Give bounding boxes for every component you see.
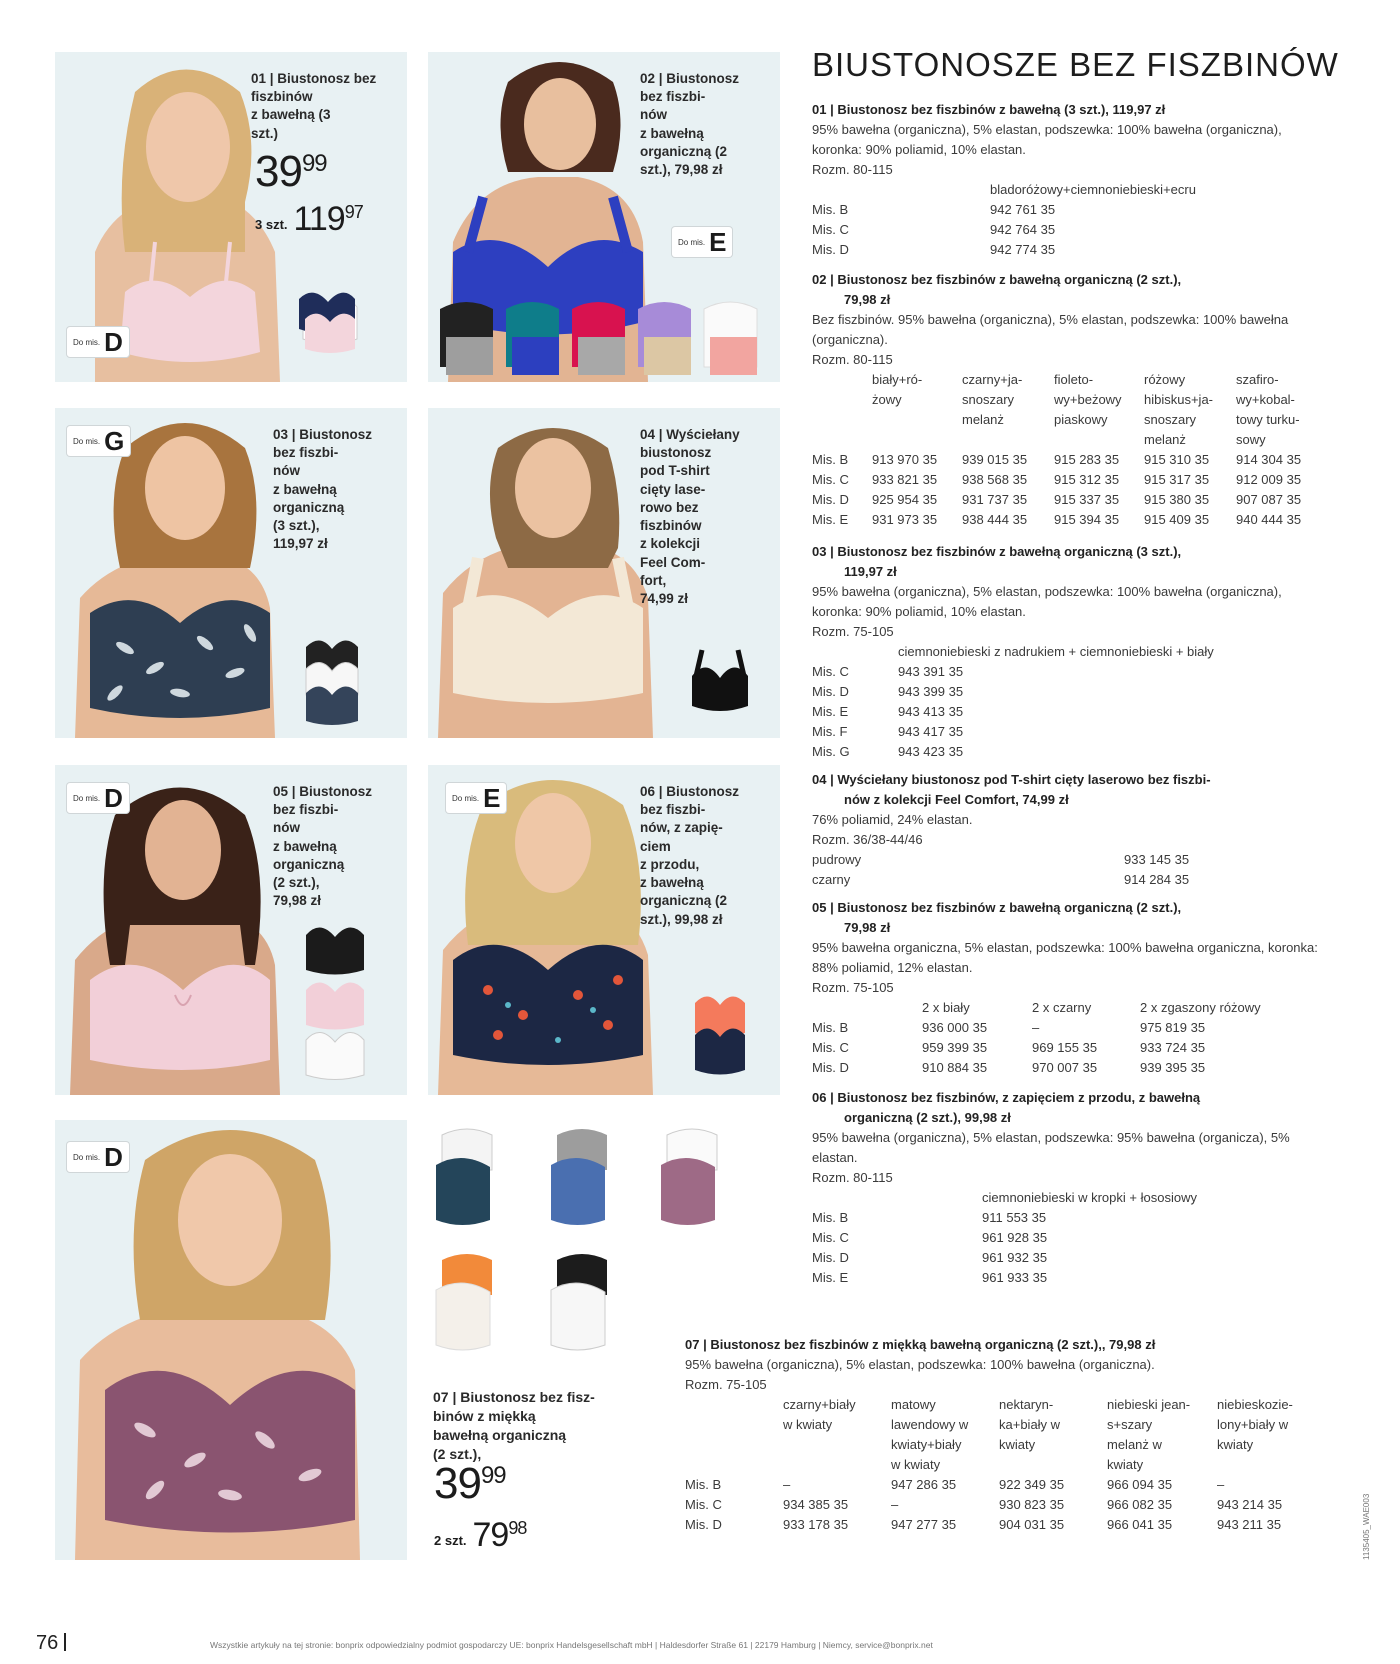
spec-section-06 — [812, 1088, 1332, 1288]
color-header: czarny+ja- snoszary melanż — [962, 372, 1023, 427]
spec-title-05b: 79,98 zł — [844, 920, 891, 935]
color-label: czarny — [812, 872, 851, 887]
product-panel-03 — [55, 408, 407, 738]
article-number: 907 087 35 — [1236, 492, 1302, 507]
spec-title-03b: 119,97 zł — [844, 564, 897, 579]
cup-label: Mis. B — [812, 452, 849, 467]
article-number: 943 214 35 — [1217, 1497, 1283, 1512]
article-number: 910 884 35 — [922, 1060, 988, 1075]
article-number: 943 391 35 — [898, 664, 964, 679]
cup-label: Mis. B — [812, 1020, 849, 1035]
spec-title-07: 07 | Biustonosz bez fiszbinów z miękką bawełną organiczną (2 szt.),, 79,98 zł — [685, 1337, 1156, 1352]
spec-size-05: Rozm. 75-105 — [812, 980, 894, 995]
article-number: 939 015 35 — [962, 452, 1028, 467]
cup-label: Mis. C — [812, 664, 849, 679]
article-number: 961 932 35 — [982, 1250, 1048, 1265]
price-dec-07: 99 — [480, 1462, 506, 1489]
cup-label: Mis. D — [812, 1250, 849, 1265]
cup-size-07: D — [104, 1142, 123, 1172]
spec-table-06 — [812, 1188, 1332, 1288]
product-caption-03: 03 | Biustonosz bez fiszbi- nów z bawełną organiczną (3 szt.), 119,97 zł — [273, 427, 373, 552]
article-number: 915 317 35 — [1144, 472, 1210, 487]
price-int-07: 39 — [434, 1459, 481, 1508]
cup-label: Mis. B — [685, 1477, 722, 1492]
color-header: fioleto- wy+beżowy piaskowy — [1054, 372, 1122, 427]
spec-title-02: 02 | Biustonosz bez fiszbinów z bawełną organiczną (2 szt.), — [812, 272, 1182, 287]
cup-label: Mis. D — [812, 1060, 849, 1075]
article-number: 939 395 35 — [1140, 1060, 1206, 1075]
article-number: 931 973 35 — [872, 512, 938, 527]
cup-label: Mis. G — [812, 744, 850, 759]
product-thumb-05 — [300, 915, 370, 1090]
article-number: 936 000 35 — [922, 1020, 988, 1035]
cup-label: Mis. E — [812, 1270, 849, 1285]
article-number: 942 761 35 — [990, 202, 1056, 217]
cup-label: Mis. B — [812, 1210, 849, 1225]
article-number: 947 277 35 — [891, 1517, 957, 1532]
article-number: 933 821 35 — [872, 472, 938, 487]
spec-table-04 — [812, 850, 1332, 890]
article-number: 933 178 35 — [783, 1517, 849, 1532]
article-number: – — [1217, 1477, 1225, 1492]
price-single-07 — [434, 1459, 506, 1508]
cup-badge-06 — [446, 783, 506, 813]
product-panel-01 — [55, 52, 407, 382]
product-thumb-03 — [300, 633, 365, 728]
article-number: 966 041 35 — [1107, 1517, 1173, 1532]
color-header: 2 x biały — [922, 1000, 970, 1015]
color-header: matowy lawendowy w kwiaty+biały w kwiaty — [891, 1397, 969, 1472]
product-caption-06: 06 | Biustonosz bez fiszbi- nów, z zapię- ciem z przodu, z bawełną organiczną (2 szt.), 99,98 zł — [640, 784, 740, 927]
article-number: 904 031 35 — [999, 1517, 1065, 1532]
cup-label: Mis. C — [812, 472, 849, 487]
spec-section-03 — [812, 542, 1332, 762]
article-number: 931 737 35 — [962, 492, 1028, 507]
spec-title-01: 01 | Biustonosz bez fiszbinów z bawełną (3 szt.), 119,97 zł — [812, 102, 1166, 117]
article-number: 961 933 35 — [982, 1270, 1048, 1285]
product-panel-05 — [55, 765, 407, 1095]
footer-legal: Wszystkie artykuły na tej stronie: bonprix odpowiedzialny podmiot gospodarczy UE: bonprix Handelsgesellschaft mbH | Haldesdorfer Straße 61 | 22179 Hamburg | Niemcy, service@bonprix.net — [210, 1640, 933, 1650]
cup-label: Mis. C — [685, 1497, 722, 1512]
article-number: 914 304 35 — [1236, 452, 1302, 467]
price-multi-label-07: 2 szt. — [434, 1533, 467, 1548]
article-number: 943 399 35 — [898, 684, 964, 699]
article-number: 913 970 35 — [872, 452, 938, 467]
cup-size-03: G — [104, 426, 125, 456]
article-number: 940 444 35 — [1236, 512, 1302, 527]
spec-desc-01: 95% bawełna (organiczna), 5% elastan, podszewka: 100% bawełna (organiczna), koronka: 90% poliamid, 10% elastan. — [812, 122, 1282, 157]
product-caption-04: 04 | Wyściełany biustonosz pod T-shirt cięty lase- rowo bez fiszbinów z kolekcji Feel Com- fort, 74,99 zł — [640, 427, 740, 606]
price-multi-int-01: 119 — [293, 200, 345, 238]
article-number: 933 724 35 — [1140, 1040, 1206, 1055]
spec-desc-02: Bez fiszbinów. 95% bawełna (organiczna), 5% elastan, podszewka: 100% bawełna (organiczna). — [812, 312, 1289, 347]
spec-title-06: 06 | Biustonosz bez fiszbinów, z zapięciem z przodu, z bawełną — [812, 1090, 1201, 1105]
cup-badge-05 — [67, 783, 129, 813]
spec-table-01 — [812, 180, 1332, 260]
article-number: 922 349 35 — [999, 1477, 1065, 1492]
cup-size-06: E — [483, 783, 501, 813]
cup-label: Mis. C — [812, 1230, 849, 1245]
spec-size-01: Rozm. 80-115 — [812, 162, 893, 177]
article-number: 942 764 35 — [990, 222, 1056, 237]
article-number: 966 094 35 — [1107, 1477, 1173, 1492]
page-number: 76 — [36, 1632, 66, 1655]
spec-table-05 — [812, 998, 1332, 1078]
color-label: pudrowy — [812, 852, 862, 867]
article-number: 915 310 35 — [1144, 452, 1210, 467]
cup-badge-01 — [67, 327, 129, 357]
article-number: – — [783, 1477, 791, 1492]
color-header: szafiro- wy+kobal- towy turku- sowy — [1236, 372, 1300, 447]
spec-size-04: Rozm. 36/38-44/46 — [812, 832, 923, 847]
cup-label: Mis. D — [685, 1517, 722, 1532]
article-number: 938 444 35 — [962, 512, 1028, 527]
cup-size-01: D — [104, 327, 123, 357]
price-multi-dec-01: 97 — [344, 202, 363, 222]
article-number: 975 819 35 — [1140, 1020, 1206, 1035]
cup-label: Mis. F — [812, 724, 848, 739]
side-code: 1135405_WAE003 — [1362, 1493, 1371, 1560]
cup-label: Mis. D — [812, 684, 849, 699]
cup-prefix: Do mis. — [73, 793, 101, 803]
product-panel-02 — [428, 52, 780, 382]
article-number: 947 286 35 — [891, 1477, 957, 1492]
variant-swatch — [661, 1129, 717, 1225]
model-photo-07 — [55, 1120, 407, 1560]
spec-desc-03: 95% bawełna (organiczna), 5% elastan, podszewka: 100% bawełna (organiczna), koronka: 90% poliamid, 10% elastan. — [812, 584, 1282, 619]
spec-section-04 — [812, 770, 1332, 890]
cup-badge-03 — [67, 426, 130, 456]
spec-section-01 — [812, 100, 1332, 260]
product-caption-01: 01 | Biustonosz bez fiszbinów z bawełną (3 szt.) — [251, 71, 377, 141]
spec-size-07: Rozm. 75-105 — [685, 1377, 767, 1392]
spec-title-05: 05 | Biustonosz bez fiszbinów z bawełną organiczną (2 szt.), — [812, 900, 1182, 915]
product-panel-07 — [55, 1120, 407, 1560]
cup-prefix: Do mis. — [73, 337, 101, 347]
spec-size-03: Rozm. 75-105 — [812, 624, 894, 639]
price-multi-label-01: 3 szt. — [255, 217, 288, 232]
price-multi-dec-07: 98 — [508, 1518, 527, 1538]
spec-title-04b: nów z kolekcji Feel Comfort, 74,99 zł — [844, 792, 1069, 807]
article-number: 915 394 35 — [1054, 512, 1120, 527]
article-number: 970 007 35 — [1032, 1060, 1098, 1075]
cup-badge-07 — [67, 1142, 129, 1172]
spec-size-06: Rozm. 80-115 — [812, 1170, 893, 1185]
product-thumb-04 — [686, 646, 754, 716]
color-header: różowy hibiskus+ja- snoszary melanż — [1144, 372, 1214, 447]
cup-label: Mis. D — [812, 492, 849, 507]
variant-swatch — [551, 1254, 607, 1350]
article-number: 938 568 35 — [962, 472, 1028, 487]
article-number: 915 409 35 — [1144, 512, 1210, 527]
article-number: 959 399 35 — [922, 1040, 988, 1055]
article-number: 943 423 35 — [898, 744, 964, 759]
color-header: niebieski jean- s+szary melanż w kwiaty — [1107, 1397, 1191, 1472]
article-number: 915 283 35 — [1054, 452, 1120, 467]
product-caption-05: 05 | Biustonosz bez fiszbi- nów z bawełną organiczną (2 szt.), 79,98 zł — [273, 784, 373, 909]
article-number: 966 082 35 — [1107, 1497, 1173, 1512]
product-caption-02: 02 | Biustonosz bez fiszbi- nów z bawełną organiczną (2 szt.), 79,98 zł — [640, 71, 740, 178]
article-number: 933 145 35 — [1124, 852, 1190, 867]
price-int-01: 39 — [255, 147, 302, 196]
article-number: 912 009 35 — [1236, 472, 1302, 487]
spec-color-06: ciemnoniebieski w kropki + łososiowy — [982, 1190, 1197, 1205]
spec-desc-05: 95% bawełna organiczna, 5% elastan, podszewka: 100% bawełna organiczna, koronka: 88% poliamid, 12% elastan. — [812, 940, 1318, 975]
spec-desc-07: 95% bawełna (organiczna), 5% elastan, podszewka: 100% bawełna (organiczna). — [685, 1357, 1155, 1372]
article-number: 911 553 35 — [982, 1210, 1047, 1225]
article-number: 915 312 35 — [1054, 472, 1120, 487]
spec-title-03: 03 | Biustonosz bez fiszbinów z bawełną organiczną (3 szt.), — [812, 544, 1182, 559]
spec-section-05 — [812, 898, 1332, 1078]
color-header: 2 x zgaszony różowy — [1140, 1000, 1261, 1015]
product-thumb-01 — [295, 277, 365, 357]
article-number: 914 284 35 — [1124, 872, 1190, 887]
article-number: 925 954 35 — [872, 492, 938, 507]
spec-size-02: Rozm. 80-115 — [812, 352, 893, 367]
cup-label: Mis. C — [812, 1040, 849, 1055]
price-multi-int-07: 79 — [472, 1516, 509, 1554]
cup-label: Mis. D — [812, 242, 849, 257]
variant-swatch — [436, 1129, 492, 1225]
color-header: biały+ró- żowy — [872, 372, 923, 407]
cup-prefix: Do mis. — [452, 793, 480, 803]
spec-desc-04: 76% poliamid, 24% elastan. — [812, 812, 973, 827]
cup-prefix: Do mis. — [73, 436, 101, 446]
article-number: – — [891, 1497, 899, 1512]
cup-label: Mis. B — [812, 202, 849, 217]
cup-label: Mis. C — [812, 222, 849, 237]
spec-table-03 — [812, 642, 1332, 762]
article-number: 934 385 35 — [783, 1497, 849, 1512]
cup-prefix: Do mis. — [678, 237, 706, 247]
spec-section-07 — [685, 1335, 1325, 1535]
cup-size-02: E — [709, 227, 727, 257]
article-number: 943 211 35 — [1217, 1517, 1282, 1532]
article-number: 915 380 35 — [1144, 492, 1210, 507]
article-number: 943 417 35 — [898, 724, 964, 739]
article-number: 969 155 35 — [1032, 1040, 1098, 1055]
article-number: 915 337 35 — [1054, 492, 1120, 507]
variant-swatch — [436, 1254, 492, 1350]
color-header: 2 x czarny — [1032, 1000, 1092, 1015]
variant-swatch — [551, 1129, 607, 1225]
article-number: – — [1032, 1020, 1040, 1035]
product-thumb-06 — [690, 985, 750, 1085]
cup-size-05: D — [104, 783, 123, 813]
cup-label: Mis. E — [812, 704, 849, 719]
spec-section-02 — [812, 270, 1332, 530]
spec-table-02 — [812, 370, 1332, 530]
cup-label: Mis. E — [812, 512, 849, 527]
cup-badge-02 — [672, 227, 732, 257]
spec-color-03: ciemnoniebieski z nadrukiem + ciemnoniebieski + biały — [898, 644, 1214, 659]
spec-title-06b: organiczną (2 szt.), 99,98 zł — [844, 1110, 1011, 1125]
article-number: 942 774 35 — [990, 242, 1056, 257]
spec-title-04: 04 | Wyściełany biustonosz pod T-shirt cięty laserowo bez fiszbi- — [812, 772, 1211, 787]
product-caption-07: 07 | Biustonosz bez fisz- binów z miękką bawełną organiczną (2 szt.), — [433, 1389, 595, 1462]
article-number: 961 928 35 — [982, 1230, 1048, 1245]
color-header: niebieskozie- lony+biały w kwiaty — [1217, 1397, 1293, 1452]
product-panel-06 — [428, 765, 780, 1095]
price-multi-01 — [255, 202, 363, 236]
article-number: 943 413 35 — [898, 704, 964, 719]
article-number: 930 823 35 — [999, 1497, 1065, 1512]
price-dec-01: 99 — [301, 150, 327, 177]
page-heading: BIUSTONOSZE BEZ FISZBINÓW — [812, 46, 1339, 83]
price-multi-07 — [434, 1518, 526, 1552]
color-header: czarny+biały w kwiaty — [783, 1397, 856, 1432]
product-panel-04 — [428, 408, 780, 738]
spec-title-02b: 79,98 zł — [844, 292, 891, 307]
color-swatches-02 — [438, 297, 773, 377]
price-single-01 — [255, 147, 327, 196]
cup-prefix: Do mis. — [73, 1152, 101, 1162]
spec-table-07 — [685, 1395, 1325, 1535]
color-header: nektaryn- ka+biały w kwiaty — [999, 1397, 1061, 1452]
spec-desc-06: 95% bawełna (organiczna), 5% elastan, podszewka: 95% bawełna (organicza), 5% elastan. — [812, 1130, 1290, 1165]
spec-color-01: bladoróżowy+ciemnoniebieski+ecru — [990, 182, 1196, 197]
